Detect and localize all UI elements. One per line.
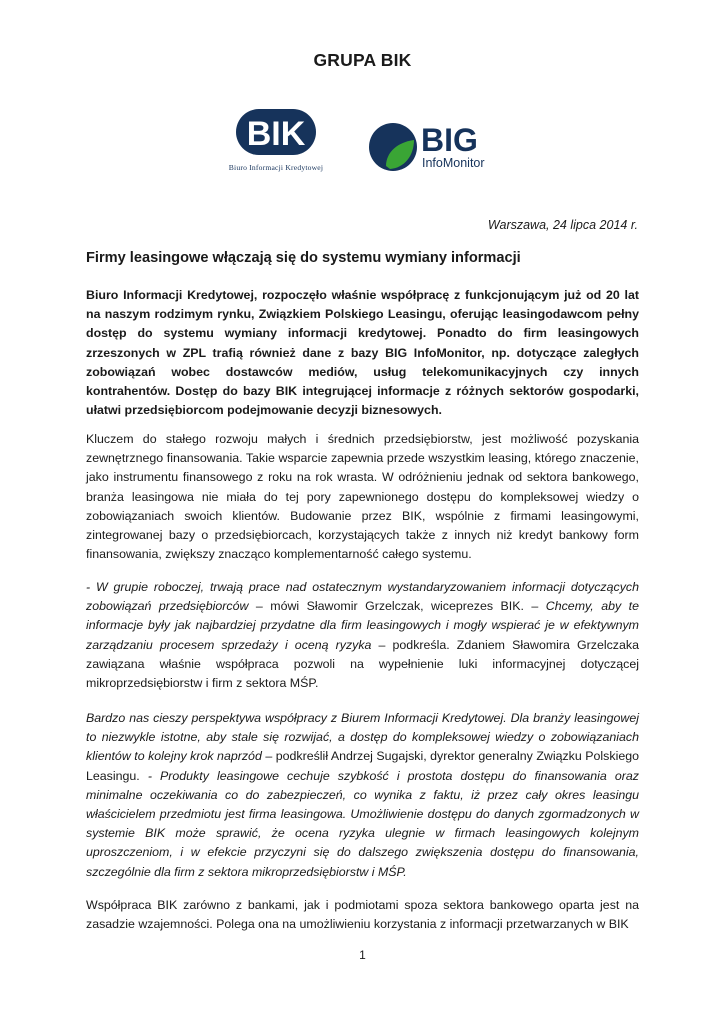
press-release-headline: Firmy leasingowe włączają się do systemu wymiany informacji: [86, 250, 521, 266]
body-paragraph-3: [86, 709, 639, 882]
big-logo-mark: BIG: [421, 122, 478, 158]
lead-paragraph: Biuro Informacji Kredytowej, rozpoczęło właśnie współpracę z funkcjonującym już od 20 lat na naszym rodzimym rynku, Związkiem Polskiego Leasingu, oferując leasingodawcom pełny dostęp do systemu wymiany informacji kredytowej. Ponadto do firm leasingowych zrzeszonych w ZPL trafią również dane z bazy BIG InfoMonitor, np. dotyczące zaległych zobowiązań wobec dostawców mediów, usług telekomunikacyjnych czy innych kontrahentów. Dostęp do bazy BIK integrującej informacje z różnych sektorów gospodarki, ułatwi przedsiębiorcom podejmowanie decyzji biznesowych.: [86, 288, 639, 418]
attribution-grzelczak-1: – mówi Sławomir Grzelczak, wiceprezes BIK. –: [248, 599, 546, 614]
quote-grzelczak-1: - W grupie roboczej, trwają prace nad ostatecznym wystandaryzowaniem informacji dotyczących zobowiązań przedsiębiorców: [86, 580, 639, 614]
big-infomonitor-logo: [366, 118, 490, 178]
quote-sugajski-2: - Produkty leasingowe cechuje szybkość i prostota dostępu do finansowania oraz minimalne oczekiwania co do zabezpieczeń, co wynika z faktu, iż przez cały okres leasingu właścicielem przedmiotu jest firma leasingowa. Umożliwienie dostępu do danych zgormadzonych w systemie BIK może sprawić, że ocena ryzyka ulegnie w firmach leasingowych kolejnym uproszczeniom, i w efekcie przyczyni się do dalszego zwiększenia dostępu do finansowania, szczególnie dla firm z sektora mikroprzedsiębiorstw i MŚP.: [86, 768, 639, 879]
body-paragraph-1: Kluczem do stałego rozwoju małych i średnich przedsiębiorstw, jest możliwość pozyskania zewnętrznego finansowania. Takie wsparcie zapewnia przede wszystkim leasing, którego znaczenie, jako instrumentu finansowego z roku na rok wrasta. W odróżnieniu jednak od sektora bankowego, branża leasingowa nie miała do tej pory zapewnionego dostępu do kompleksowej wiedzy o zobowiązaniach swoich klientów. Budowanie przez BIK, wspólnie z firmami leasingowymi, zintegrowanej bazy o przedsiębiorcach, korzystających także z innych niż kredyt bankowy form finansowania, zwiększy znacząco komplementarność całego systemu.: [86, 432, 639, 562]
page-number: 1: [359, 948, 366, 962]
attribution-sugajski: – podkreślił Andrzej Sugajski, dyrektor generalny Związku Polskiego Leasingu.: [86, 749, 639, 783]
body-paragraph-2: [86, 578, 639, 693]
bik-logo-caption: Biuro Informacji Kredytowej: [228, 163, 324, 172]
body-paragraph-4: Współpraca BIK zarówno z bankami, jak i podmiotami spoza sektora bankowego oparta jest na zasadzie wzajemności. Polega ona na umożliwieniu korzystania z informacji przetwarzanych w BIK: [86, 898, 639, 932]
attribution-grzelczak-2: – podkreśla. Zdaniem Sławomira Grzelczaka zawiązana właśnie współpraca pozwoli na wypełnienie luki informacyjnej dotyczącej mikroprzedsiębiorstw i firm z sektora MŚP.: [86, 637, 639, 691]
bik-logo: [214, 108, 338, 176]
document-date: Warszawa, 24 lipca 2014 r.: [487, 218, 638, 232]
big-logo-sub: InfoMonitor: [422, 156, 485, 170]
group-title: GRUPA BIK: [313, 50, 412, 70]
quote-grzelczak-2: Chcemy, aby te informacje były jak najbardziej przydatne dla firm leasingowych i mogły wspierać je w efektywnym zarządzaniu procesem sprzedaży i oceną ryzyka: [86, 599, 639, 652]
quote-sugajski-1: Bardzo nas cieszy perspektywa współpracy z Biurem Informacji Kredytowej. Dla branży leasingowej to niezwykle istotne, aby stale się rozwijać, a dostęp do kompleksowej wiedzy o zobowiązaniach klientów to kolejny krok naprzód: [86, 711, 639, 764]
bik-logo-mark: BIK: [246, 115, 306, 153]
